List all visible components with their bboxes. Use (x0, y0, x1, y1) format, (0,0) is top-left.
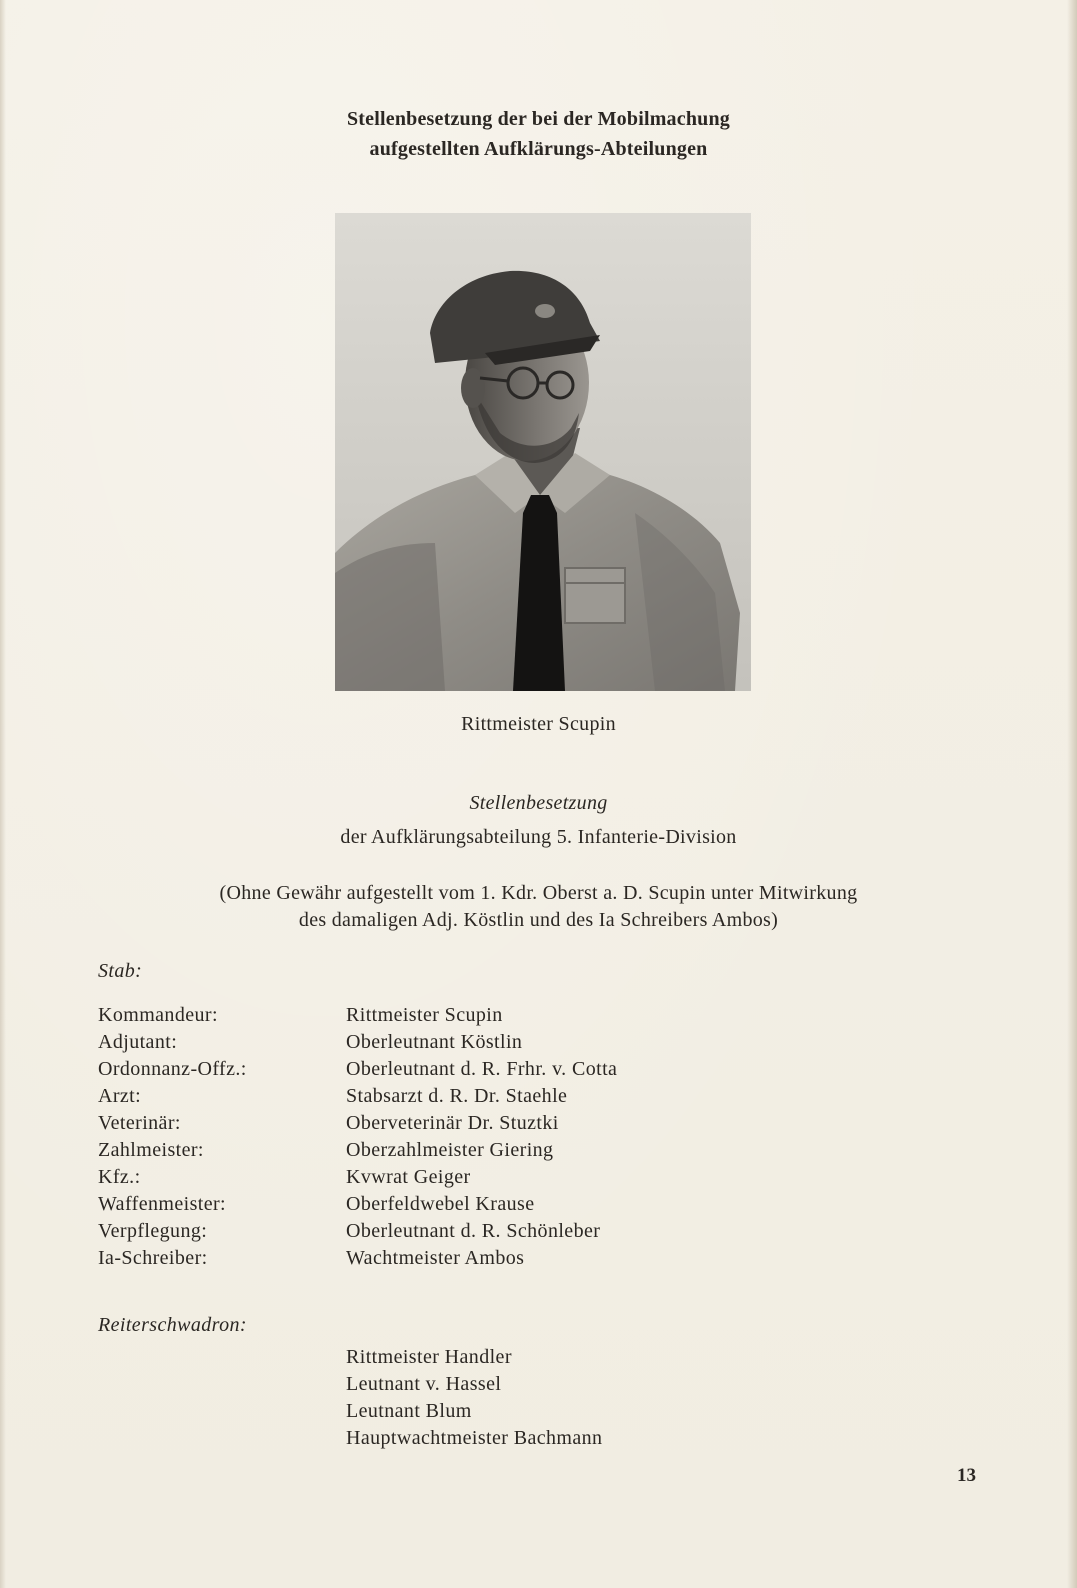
person-name: Rittmeister Scupin (346, 1004, 503, 1026)
roster-row (98, 1029, 858, 1056)
role-label: Arzt: (98, 1085, 142, 1107)
roster-row (98, 1218, 858, 1245)
person-name: Leutnant Blum (346, 1400, 472, 1422)
role-label (98, 1425, 346, 1452)
page-title-line-2: aufgestellten Aufklärungs-Abteilungen (369, 138, 708, 160)
roster-row (98, 1191, 858, 1218)
role-label (98, 1344, 346, 1371)
person-name: Oberleutnant d. R. Schönleber (346, 1220, 601, 1242)
role-label: Ia-Schreiber: (98, 1247, 208, 1269)
role-label (98, 1371, 346, 1398)
person-name: Leutnant v. Hassel (346, 1373, 502, 1395)
person-name: Oberleutnant Köstlin (346, 1031, 523, 1053)
role-label: Kfz.: (98, 1166, 141, 1188)
roster-row (98, 1344, 858, 1371)
roster-row (98, 1164, 858, 1191)
role-label: Waffenmeister: (98, 1193, 227, 1215)
person-name: Rittmeister Handler (346, 1346, 512, 1368)
page-title-line-1: Stellenbesetzung der bei der Mobilmachung (346, 108, 731, 130)
subheading-line: der Aufklärungsabteilung 5. Infanterie-Division (340, 826, 737, 848)
role-label: Ordonnanz-Offz.: (98, 1058, 247, 1080)
person-name: Stabsarzt d. R. Dr. Staehle (346, 1085, 568, 1107)
roster-row (98, 1137, 858, 1164)
roster-row (98, 1245, 858, 1272)
person-name: Hauptwachtmeister Bachmann (346, 1427, 603, 1449)
page-title (0, 104, 1077, 164)
roster-row (98, 1002, 858, 1029)
person-name: Kvwrat Geiger (346, 1166, 471, 1188)
role-label (98, 1398, 346, 1425)
roster-row (98, 1371, 858, 1398)
roster-reiterschwadron (98, 1344, 858, 1452)
person-name: Wachtmeister Ambos (346, 1247, 525, 1269)
person-name: Oberfeldwebel Krause (346, 1193, 535, 1215)
portrait-photo (335, 213, 751, 691)
subheading-italic: Stellenbesetzung (469, 792, 608, 814)
source-note (0, 880, 1077, 934)
roster-row (98, 1056, 858, 1083)
photo-caption: Rittmeister Scupin (461, 713, 616, 735)
section-heading-stab: Stab: (98, 960, 143, 982)
roster-stab (98, 1002, 858, 1272)
roster-row (98, 1398, 858, 1425)
role-label: Zahlmeister: (98, 1139, 204, 1161)
person-name: Oberleutnant d. R. Frhr. v. Cotta (346, 1058, 618, 1080)
role-label: Veterinär: (98, 1112, 181, 1134)
roster-row (98, 1083, 858, 1110)
source-note-line-1: (Ohne Gewähr aufgestellt vom 1. Kdr. Oberst a. D. Scupin unter Mitwirkung (219, 882, 858, 904)
portrait-photo-illustration (335, 213, 751, 691)
person-name: Oberzahlmeister Giering (346, 1139, 554, 1161)
role-label: Kommandeur: (98, 1004, 218, 1026)
roster-row (98, 1110, 858, 1137)
source-note-line-2: des damaligen Adj. Köstlin und des Ia Schreibers Ambos) (298, 909, 779, 931)
role-label: Verpflegung: (98, 1220, 208, 1242)
roster-row (98, 1425, 858, 1452)
page-number: 13 (957, 1465, 976, 1486)
person-name: Oberveterinär Dr. Stuztki (346, 1112, 559, 1134)
role-label: Adjutant: (98, 1031, 178, 1053)
section-heading-reiterschwadron: Reiterschwadron: (98, 1314, 247, 1336)
